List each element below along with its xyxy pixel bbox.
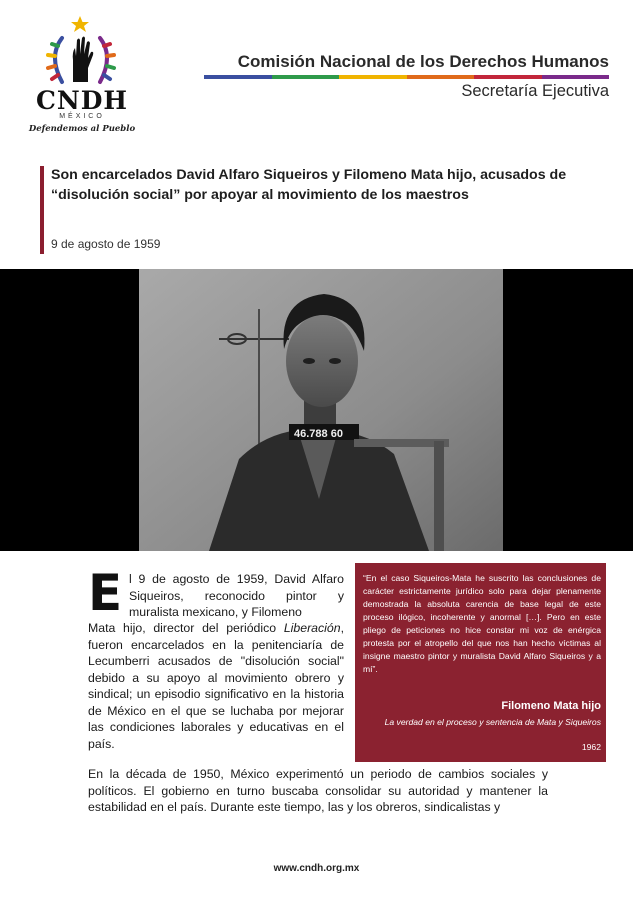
paragraph-1-opening: l 9 de agosto de 1959, David Alfaro Siqueiros, reconocido pintor y muralista mexicano, y Filomeno bbox=[129, 572, 344, 619]
newspaper-name: Liberación bbox=[283, 621, 341, 635]
rule-segment bbox=[474, 75, 542, 79]
footer-website-link[interactable]: www.cndh.org.mx bbox=[273, 863, 360, 874]
paragraph-2: En la década de 1950, México experimentó un periodo de cambios sociales y políticos. El gobierno en turno buscaba consolidar su autoridad y mantener la estabilidad en el país. Durante este tiempo, las y los obreros, sindicalistas y bbox=[88, 767, 548, 814]
logo-motto: Defendemos al Pueblo bbox=[28, 124, 136, 134]
rule-segment bbox=[204, 75, 272, 79]
organization-name: Comisión Nacional de los Derechos Humanos bbox=[237, 52, 609, 71]
id-plate-number: 46.788 60 bbox=[294, 428, 343, 440]
paragraph-1 bbox=[88, 620, 344, 752]
paragraph-1-text: Mata hijo, director del periódico bbox=[88, 621, 284, 635]
logo-wordmark: CNDH bbox=[35, 86, 129, 115]
logo-country: MÉXICO bbox=[59, 113, 105, 120]
rule-segment bbox=[339, 75, 407, 79]
organization-unit: Secretaría Ejecutiva bbox=[461, 82, 609, 100]
quote-source: La verdad en el proceso y sentencia de Mata y Siqueiros bbox=[384, 717, 601, 727]
drop-cap: E bbox=[88, 564, 123, 622]
rule-segment bbox=[272, 75, 340, 79]
rule-segment bbox=[407, 75, 475, 79]
title-accent-bar bbox=[40, 166, 44, 254]
color-rule bbox=[204, 75, 609, 79]
article-date: 9 de agosto de 1959 bbox=[51, 237, 161, 251]
historical-photo bbox=[139, 269, 503, 551]
article-title: Son encarcelados David Alfaro Siqueiros y Filomeno Mata hijo, acusados de “disolución social” por apoyar al movimiento de los maestros bbox=[51, 167, 567, 203]
quote-author: Filomeno Mata hijo bbox=[501, 700, 601, 712]
quote-text: “En el caso Siqueiros-Mata he suscrito las conclusiones de carácter estrictamente jurídico solo para dejar plenamente demostrada la absoluta carencia de base legal de este proceso ilógico, incoherente y anormal […]. Pero en este pliego de peticiones no hice constar mi voz de enérgica protesta por el atropello del que nos han hecho víctimas al insigne maestro pintor y muralista David Alfaro Siqueiros y a mí”. bbox=[363, 573, 601, 674]
raised-hand-emblem-icon bbox=[28, 16, 140, 96]
paragraph-1-text-cont: , fueron encarcelados en la penitenciaría de Lecumberri acusados de "disolución social" debido a su apoyo al movimiento obrero y sindical; un episodio significativo en la historia de México en el que se luchaba por mejorar las condiciones laborales y educativas en el país. bbox=[88, 621, 344, 751]
quote-year: 1962 bbox=[581, 742, 601, 752]
rule-segment bbox=[542, 75, 610, 79]
